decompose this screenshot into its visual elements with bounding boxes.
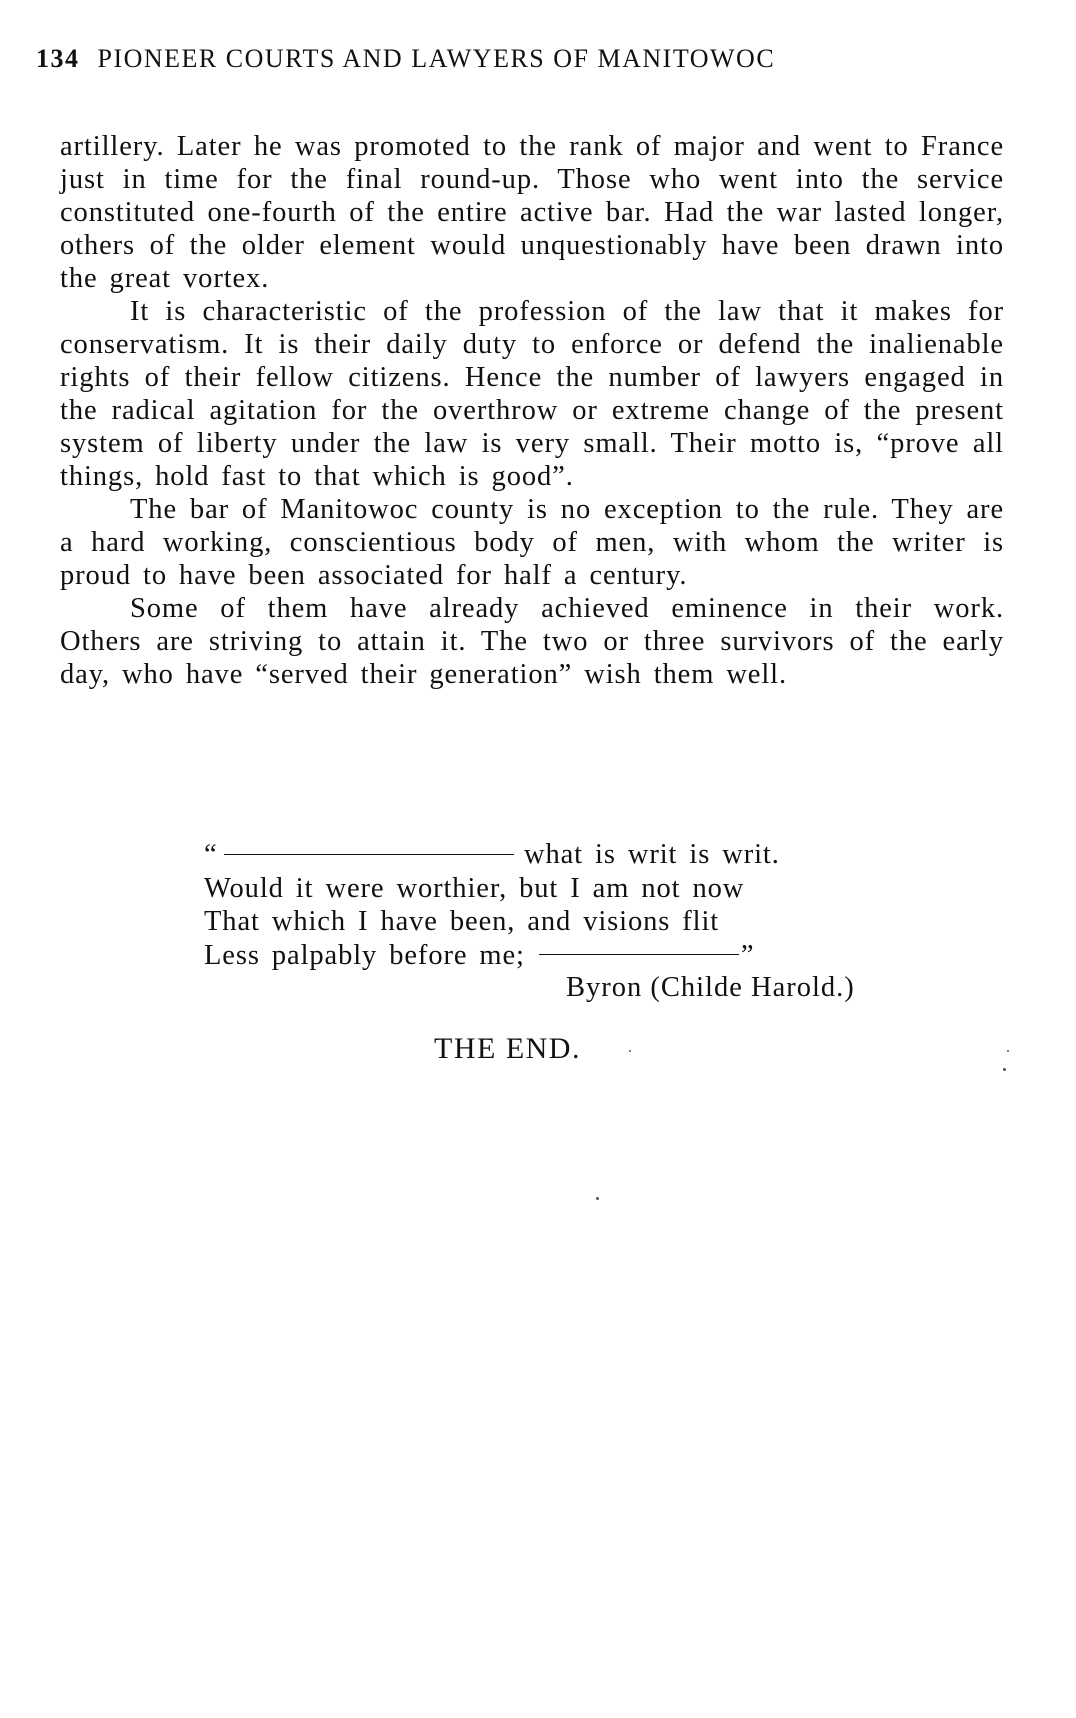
page-number: 134 bbox=[36, 44, 80, 73]
verse-line-1 bbox=[204, 838, 904, 872]
paragraph-profession: It is characteristic of the profession of the law that it makes for conservatism. It is their daily duty to enforce or defend the inalienable rights of their fellow citizens. Hence the number of lawyers engaged in the radical agitation for the overthrow or extreme change of the present system of liberty under the law is very small. Their motto is, “prove all things, hold fast to that which is good”. bbox=[60, 296, 1004, 492]
open-quote-mark: “ bbox=[204, 839, 218, 870]
paragraph-manitowoc-bar: The bar of Manitowoc county is no exception to the rule. They are a hard working, conscientious body of men, with whom the writer is proud to have been associated for half a century. bbox=[60, 494, 1004, 591]
print-speck bbox=[629, 1050, 631, 1052]
print-speck bbox=[596, 1197, 599, 1200]
the-end-heading: THE END. bbox=[434, 1032, 581, 1065]
dash-rule-closing bbox=[539, 954, 739, 955]
verse-line-4 bbox=[204, 939, 904, 973]
body-text bbox=[60, 130, 1004, 691]
quote-attribution: Byron (Childe Harold.) bbox=[566, 972, 855, 1003]
verse-line-4-text: Less palpably before me; bbox=[204, 939, 525, 971]
verse-quotation bbox=[204, 838, 904, 972]
verse-line-1-text: what is writ is writ. bbox=[524, 839, 780, 870]
dash-rule bbox=[224, 854, 514, 855]
print-speck bbox=[1003, 1068, 1006, 1071]
verse-line-3: That which I have been, and visions flit bbox=[204, 906, 720, 937]
verse-line-2: Would it were worthier, but I am not now bbox=[204, 872, 745, 904]
paragraph-continuation: artillery. Later he was promoted to the rank of major and went to France just in time for the final round-up. Those who went into the service constituted one-fourth of the entire active bar. Had the war lasted longer, others of the older element would unquestionably have been drawn into the great vortex. bbox=[60, 131, 1004, 294]
paragraph-eminence: Some of them have already achieved eminence in their work. Others are striving to attain it. The two or three survivors of the early day, who have “served their generation” wish them well. bbox=[60, 593, 1004, 690]
running-title: PIONEER COURTS AND LAWYERS OF MANITOWOC bbox=[97, 44, 776, 73]
running-header bbox=[36, 44, 996, 74]
print-speck bbox=[1007, 1050, 1009, 1052]
close-quote-mark: ” bbox=[740, 939, 755, 971]
